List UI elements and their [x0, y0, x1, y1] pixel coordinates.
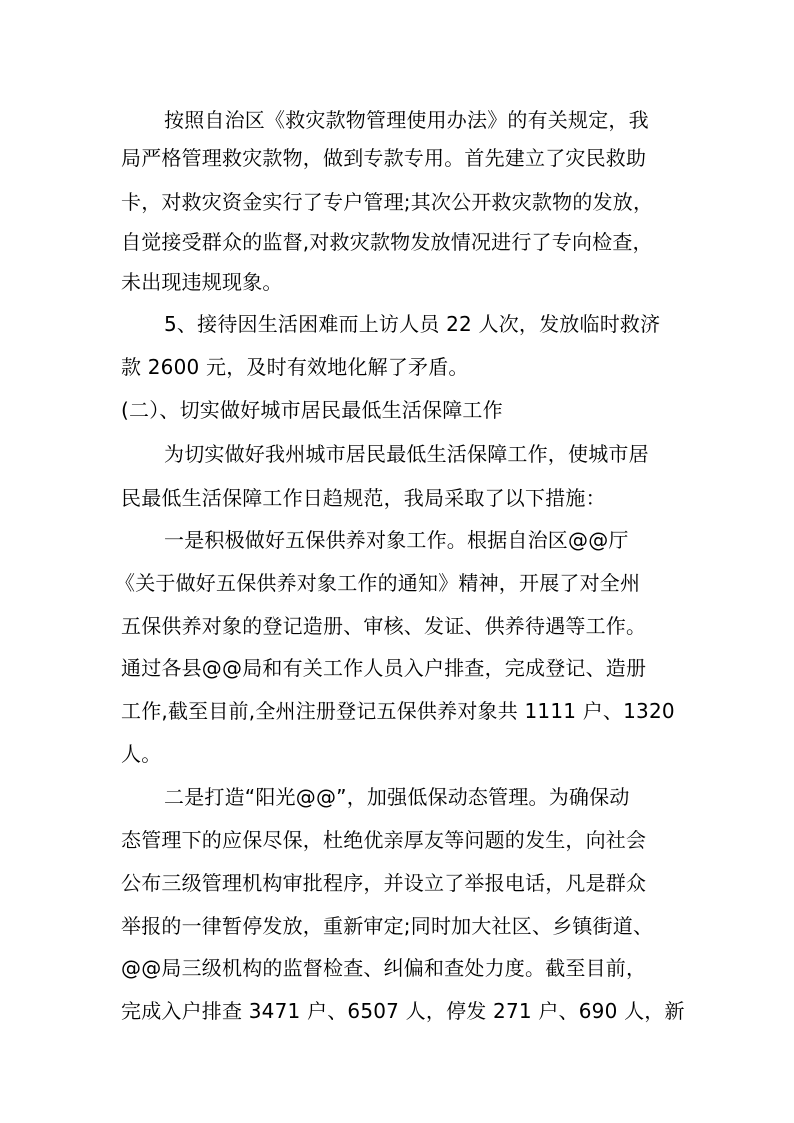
- text-line: 自觉接受群众的监督,对救灾款物发放情况进行了专向检查，: [121, 230, 653, 254]
- text-line: 人。: [121, 742, 162, 766]
- text-line: 为切实做好我州城市居民最低生活保障工作，使城市居: [164, 442, 649, 466]
- text-line: 卡，对救灾资金实行了专户管理;其次公开救灾款物的发放，: [121, 190, 654, 214]
- text-line: 民最低生活保障工作日趋规范，我局采取了以下措施：: [121, 486, 606, 510]
- text-line: 《关于做好五保供养对象工作的通知》精神，开展了对全州: [115, 571, 641, 595]
- text-line: @@局三级机构的监督检查、纠偏和查处力度。截至目前，: [121, 956, 647, 980]
- text-line: 举报的一律暂停发放，重新审定;同时加大社区、乡镇街道、: [121, 914, 654, 938]
- text-line: 五保供养对象的登记造册、审核、发证、供养待遇等工作。: [121, 614, 647, 638]
- text-line: 一是积极做好五保供养对象工作。根据自治区@@厅: [164, 528, 629, 552]
- text-line: 公布三级管理机构审批程序，并设立了举报电话，凡是群众: [121, 871, 647, 895]
- text-line: 二是打造“阳光@@”，加强低保动态管理。为确保动: [164, 785, 630, 809]
- text-line: 完成入户排查 3471 户、6507 人，停发 271 户、690 人，新: [121, 999, 685, 1023]
- text-line: 未出现违规现象。: [121, 270, 283, 294]
- section-heading: (二）、切实做好城市居民最低生活保障工作: [121, 398, 503, 422]
- text-line: 5、接待因生活困难而上访人员 22 人次，发放临时救济: [164, 312, 661, 336]
- text-line: 工作,截至目前,全州注册登记五保供养对象共 1111 户、1320: [121, 699, 675, 723]
- text-line: 款 2600 元，及时有效地化解了矛盾。: [121, 355, 469, 379]
- text-line: 按照自治区《救灾款物管理使用办法》的有关规定，我: [164, 108, 649, 132]
- text-line: 态管理下的应保尽保，杜绝优亲厚友等问题的发生，向社会: [121, 828, 647, 852]
- text-line: 通过各县@@局和有关工作人员入户排查，完成登记、造册: [121, 656, 647, 680]
- text-line: 局严格管理救灾款物，做到专款专用。首先建立了灾民救助: [121, 146, 647, 170]
